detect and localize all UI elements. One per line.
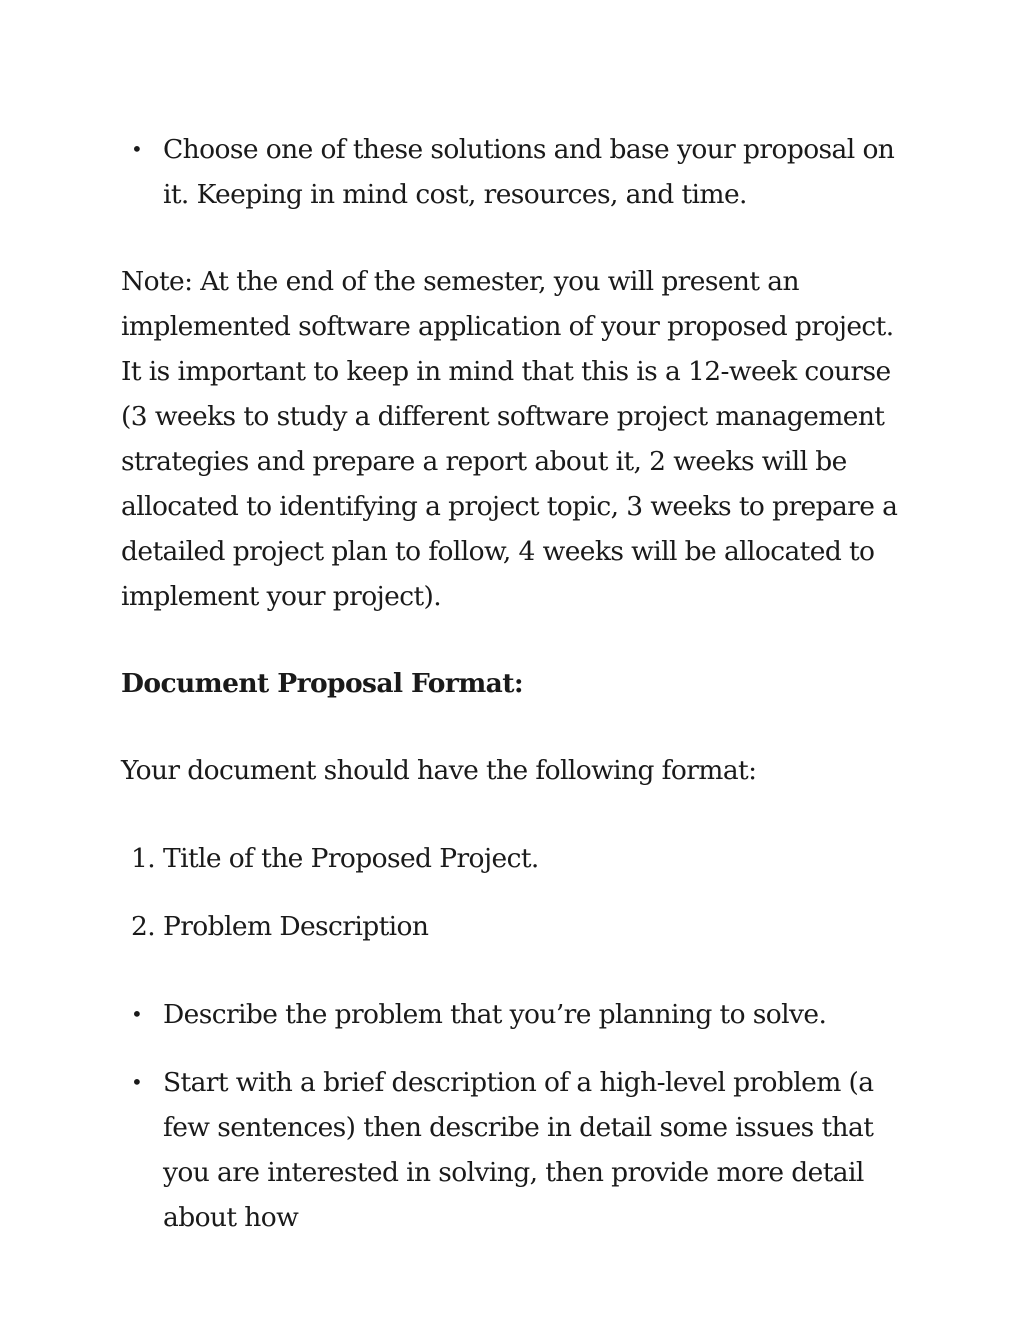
list-item bbox=[121, 992, 911, 1037]
bullet-text: Start with a brief description of a high-level problem (a few sentences) then describe in detail some issues that you are interested in solving, then provide more detail about how bbox=[163, 1067, 874, 1233]
document-page bbox=[121, 127, 911, 1240]
list-item-text: Problem Description bbox=[163, 911, 429, 942]
problem-bullet-list bbox=[121, 992, 911, 1240]
section-heading: Document Proposal Format: bbox=[121, 668, 524, 699]
format-list bbox=[121, 836, 911, 949]
bullet-icon: • bbox=[131, 1070, 143, 1094]
list-item bbox=[121, 1060, 911, 1240]
note-paragraph: Note: At the end of the semester, you will present an implemented software application of your proposed project. It is important to keep in mind that this is a 12-week course (3 weeks to study a different software project management strategies and prepare a report about it, 2 weeks will be allocated to identifying a project topic, 3 weeks to prepare a detailed project plan to follow, 4 weeks will be allocated to implement your project). bbox=[121, 266, 898, 612]
bullet-text: Choose one of these solutions and base your proposal on it. Keeping in mind cost, resources, and time. bbox=[163, 134, 895, 210]
list-number: 1. bbox=[131, 843, 156, 874]
bullet-icon: • bbox=[131, 137, 143, 161]
bullet-text: Describe the problem that you’re planning to solve. bbox=[163, 999, 827, 1030]
intro-bullet-list bbox=[121, 127, 911, 217]
list-number: 2. bbox=[131, 911, 156, 942]
list-item-text: Title of the Proposed Project. bbox=[163, 843, 539, 874]
list-item bbox=[121, 127, 911, 217]
list-item bbox=[121, 904, 911, 949]
bullet-icon: • bbox=[131, 1002, 143, 1026]
list-item bbox=[121, 836, 911, 881]
format-intro: Your document should have the following format: bbox=[121, 755, 757, 786]
